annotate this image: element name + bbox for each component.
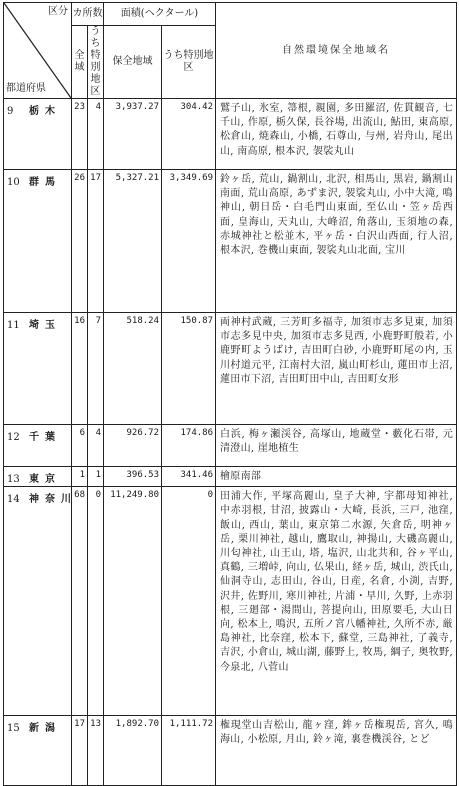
header-count-group: カ所数 <box>72 3 104 26</box>
prefecture-cell <box>4 487 77 716</box>
header-count-special: うち特別地区 <box>88 26 104 99</box>
area-conservation: 3,937.27 <box>104 99 162 170</box>
area-conservation: 11,249.80 <box>104 487 162 716</box>
area-conservation: 396.53 <box>104 467 162 487</box>
count-special: 4 <box>88 99 104 170</box>
prefecture-name: 埼玉 <box>29 320 61 331</box>
count-special: 7 <box>88 313 104 425</box>
conservation-area-names: 田浦大作, 平塚高麗山, 皇子大神, 宇都母知神社, 中赤羽根, 甘沼, 披露山・大崎, 長浜, 三戸, 池窪, 飯山, 西山, 葉山, 東京第二水源, 矢倉岳, 明神ヶ岳, 栗川神社, 越山, 鷹取山, 神揚山, 大磯高麗山, 川匂神社, 山王山, 塔, 塩沢, 山北共和, 谷ヶ平山, 真鶴, 三増峠, 向山, 仏果山, 経ヶ岳, 城山, 渋氏山, 仙洞寺山, 志田山, 谷山, 日産, 名倉, 小渕, 吉野, 沢井, 佐野川, 寒川神社, 片浦・早川, 久野, 上赤羽根, 三廻部・湯間山, 菩提向山, 田原要毛, 大山日向, 松本上, 鳴沢, 五所ノ宮八幡神社, 久所不赤, 厳島神社, 比奈窪, 松本下, 蘇堂, 三島神社, 了義寺, 吉沢, 小倉山, 城山湖, 藤野上, 牧馬, 綱子, 奥牧野, 今泉北, 八菅山 <box>216 487 457 716</box>
row-number: 14 <box>7 494 20 506</box>
table-row <box>4 170 457 313</box>
header-area-names: 自然環境保全地域名 <box>216 3 457 99</box>
count-special: 17 <box>88 170 104 313</box>
table-row <box>4 716 457 786</box>
conservation-area-names: 権現堂山吉松山, 龍ヶ窪, 鉾ヶ岳権現岳, 宮久, 鳴海山, 小松原, 月山, 鈴ヶ滝, 裏巻機渓谷, とど <box>216 716 457 786</box>
header-row-1 <box>4 3 457 26</box>
area-special: 174.86 <box>162 425 216 467</box>
row-number: 13 <box>7 474 20 485</box>
conservation-area-names: 鈴ヶ岳, 荒山, 鍋割山, 北沢, 相馬山, 黒岩, 鍋割山南面, 荒山高原, あずま沢, 袈裟丸山, 小中大滝, 鳴神山, 朝日岳・白毛門山東面, 至仏山・笠ヶ岳西面, 皇海山, 天丸山, 大峰沼, 角落山, 玉須地の森, 赤城神社と松並木, 平ヶ岳・白沢山西面, 行人沼, 根本沢, 巻機山東面, 袈裟丸山北面, 宝川 <box>216 170 457 313</box>
prefecture-name: 千葉 <box>29 432 61 443</box>
prefecture-cell <box>4 313 72 425</box>
count-special: 0 <box>88 487 104 716</box>
nature-conservation-areas-table <box>3 2 457 786</box>
row-number: 9 <box>7 106 14 117</box>
conservation-area-names: 檜原南部 <box>216 467 457 487</box>
conservation-area-names: 白浜, 梅ヶ瀬渓谷, 高塚山, 地蔵堂・藪化石帯, 元清澄山, 崖地植生 <box>216 425 457 467</box>
prefecture-cell <box>4 425 72 467</box>
area-special: 1,111.72 <box>162 716 216 786</box>
area-conservation: 1,892.70 <box>104 716 162 786</box>
count-total: 26 <box>72 170 88 313</box>
conservation-area-names: 両神村武蔵, 三芳町多福寺, 加須市志多見東, 加須市志多見中央, 加須市志多見西, 小鹿野町般若, 小鹿野町ようばけ, 吉田町白砂, 小鹿野町尾の内, 玉川村道元平, 江南村大沼, 嵐山町杉山, 蓮田市上沼, 蓮田市下沼, 吉田町田中山, 吉田町女形 <box>216 313 457 425</box>
prefecture-cell <box>4 716 72 786</box>
corner-header <box>4 3 72 99</box>
area-conservation: 518.24 <box>104 313 162 425</box>
table-row <box>4 313 457 425</box>
row-number: 11 <box>7 320 20 331</box>
table-row <box>4 467 457 487</box>
area-special: 3,349.69 <box>162 170 216 313</box>
count-total: 16 <box>72 313 88 425</box>
area-special: 150.87 <box>162 313 216 425</box>
count-special: 13 <box>88 716 104 786</box>
area-special: 0 <box>162 487 216 716</box>
header-area-group: 面積(ヘクタール) <box>104 3 216 26</box>
header-count-total: 全域 <box>72 26 88 99</box>
count-total: 17 <box>72 716 88 786</box>
table-row <box>4 487 457 716</box>
prefecture-cell <box>4 170 72 313</box>
conservation-area-names: 鷲子山, 氷室, 箒根, 親園, 多田羅沼, 佐貫観音, 七千山, 作原, 栃久保, 長谷場, 出流山, 鮎田, 東高原, 松倉山, 焼森山, 小橋, 石尊山, 与州, 岩舟山, 尾出山, 南高原, 根本沢, 袈裟丸山 <box>216 99 457 170</box>
area-conservation: 5,327.21 <box>104 170 162 313</box>
table-body <box>4 99 457 786</box>
row-number: 10 <box>7 177 20 188</box>
row-number: 12 <box>7 432 20 443</box>
table-row <box>4 425 457 467</box>
prefecture-name: 群馬 <box>29 177 61 188</box>
prefecture-name: 栃木 <box>29 106 61 117</box>
prefecture-name: 神奈川 <box>29 494 77 506</box>
area-conservation: 926.72 <box>104 425 162 467</box>
area-special: 341.46 <box>162 467 216 487</box>
header-kubun: 区分 <box>48 6 68 17</box>
prefecture-name: 東京 <box>29 474 61 485</box>
area-special: 304.42 <box>162 99 216 170</box>
header-prefecture: 都道府県 <box>6 83 46 94</box>
prefecture-cell <box>4 467 72 487</box>
count-total: 1 <box>72 467 88 487</box>
count-total: 23 <box>72 99 88 170</box>
count-total: 6 <box>72 425 88 467</box>
count-special: 4 <box>88 425 104 467</box>
row-number: 15 <box>7 723 20 735</box>
header-area-conservation: 保全地域 <box>104 26 162 99</box>
count-total: 68 <box>72 487 88 716</box>
table-row <box>4 99 457 170</box>
prefecture-name: 新潟 <box>29 723 61 735</box>
prefecture-cell <box>4 99 72 170</box>
header-area-special: うち特別地区 <box>162 26 216 99</box>
count-special: 1 <box>88 467 104 487</box>
